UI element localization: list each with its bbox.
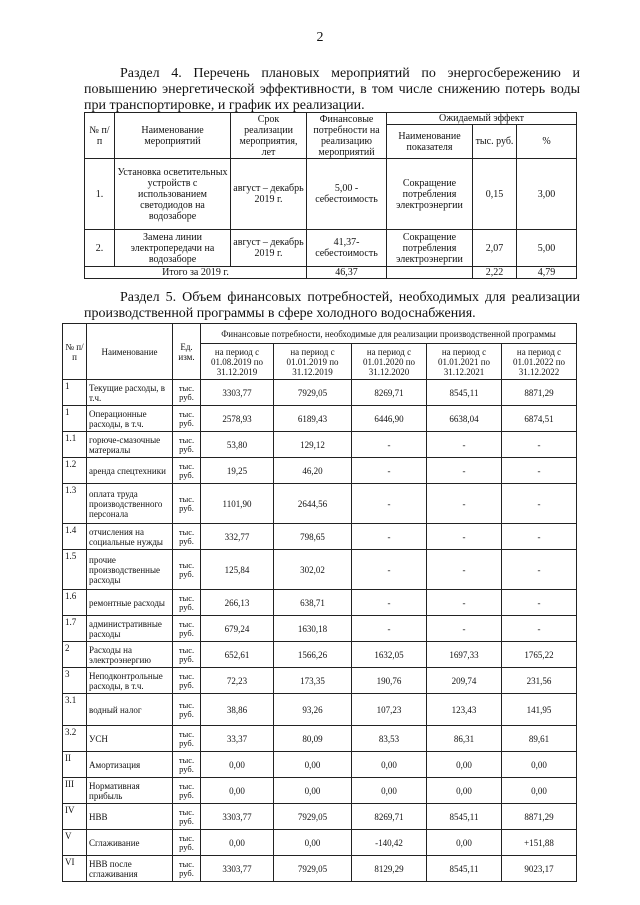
row-value: 0,00 [502, 778, 577, 804]
row-value: 190,76 [352, 668, 427, 694]
energy-measures-table [84, 112, 577, 279]
row-name: Замена линии электропередачи на водозаборе [115, 230, 231, 267]
row-value: - [427, 524, 502, 550]
row-value: -140,42 [352, 830, 427, 856]
row-unit: тыс. руб. [173, 778, 201, 804]
table-row [63, 550, 577, 590]
row-value: 1101,90 [201, 484, 274, 524]
row-value: 80,09 [274, 726, 352, 752]
row-value: - [427, 432, 502, 458]
table-row [63, 406, 577, 432]
row-name: Амортизация [87, 752, 173, 778]
row-value: 19,25 [201, 458, 274, 484]
table-row [63, 726, 577, 752]
row-finance: 41,37- себестоимость [307, 230, 387, 267]
row-value: 0,00 [352, 778, 427, 804]
row-name: аренда спецтехники [87, 458, 173, 484]
row-value: - [352, 484, 427, 524]
row-thous: 2,07 [473, 230, 517, 267]
row-value: - [502, 590, 577, 616]
header-period: на период с 01.01.2022 по 31.12.2022 [502, 344, 577, 380]
row-value: 8269,71 [352, 380, 427, 406]
table-row [63, 380, 577, 406]
row-name: Сглаживание [87, 830, 173, 856]
row-value: 46,20 [274, 458, 352, 484]
row-unit: тыс. руб. [173, 804, 201, 830]
row-name: Операционные расходы, в т.ч. [87, 406, 173, 432]
row-value: 1630,18 [274, 616, 352, 642]
row-unit: тыс. руб. [173, 694, 201, 726]
row-value: 129,12 [274, 432, 352, 458]
row-thous: 0,15 [473, 159, 517, 230]
row-name: Неподконтрольные расходы, в т.ч. [87, 668, 173, 694]
row-value: - [502, 616, 577, 642]
table-header-row [85, 113, 577, 125]
row-value: 8545,11 [427, 380, 502, 406]
row-value: 0,00 [274, 778, 352, 804]
page-number: 2 [316, 30, 324, 45]
row-unit: тыс. руб. [173, 524, 201, 550]
row-name: НВВ после сглаживания [87, 856, 173, 882]
row-name: ремонтные расходы [87, 590, 173, 616]
header-indicator: Наименование показателя [387, 125, 473, 159]
row-name: Установка осветительных устройств с использованием светодиодов на водозаборе [115, 159, 231, 230]
header-num: № п/п [85, 113, 115, 159]
row-value: 0,00 [427, 830, 502, 856]
row-value: 1697,33 [427, 642, 502, 668]
row-value: 798,65 [274, 524, 352, 550]
table-row [63, 856, 577, 882]
row-name: прочие производственные расходы [87, 550, 173, 590]
row-num: 1.5 [63, 550, 87, 590]
row-value: 141,95 [502, 694, 577, 726]
header-finance: Финансовые потребности на реализацию мероприятий [307, 113, 387, 159]
row-value: +151,88 [502, 830, 577, 856]
row-num: 2. [85, 230, 115, 267]
row-value: 8545,11 [427, 804, 502, 830]
row-value: 0,00 [352, 752, 427, 778]
row-unit: тыс. руб. [173, 856, 201, 882]
row-value: 7929,05 [274, 804, 352, 830]
header-period: на период с 01.01.2021 по 31.12.2021 [427, 344, 502, 380]
header-effect: Ожидаемый эффект [387, 113, 577, 125]
row-unit: тыс. руб. [173, 484, 201, 524]
row-value: 332,77 [201, 524, 274, 550]
row-value: 2578,93 [201, 406, 274, 432]
row-value: - [427, 484, 502, 524]
row-percent: 5,00 [517, 230, 577, 267]
row-value: 83,53 [352, 726, 427, 752]
row-value: 3303,77 [201, 804, 274, 830]
financial-needs-table [62, 323, 577, 882]
header-num: № п/п [63, 324, 87, 380]
row-num: IV [63, 804, 87, 830]
row-value: 8871,29 [502, 804, 577, 830]
header-group: Финансовые потребности, необходимые для реализации производственной программы [201, 324, 577, 344]
table-header-row [63, 324, 577, 344]
row-name: Текущие расходы, в т.ч. [87, 380, 173, 406]
row-value: 302,02 [274, 550, 352, 590]
row-unit: тыс. руб. [173, 550, 201, 590]
row-value: - [502, 524, 577, 550]
row-num: 1.7 [63, 616, 87, 642]
row-num: 2 [63, 642, 87, 668]
row-value: - [352, 550, 427, 590]
row-name: Расходы на электроэнергию [87, 642, 173, 668]
row-unit: тыс. руб. [173, 406, 201, 432]
row-value: 123,43 [427, 694, 502, 726]
row-num: 1.4 [63, 524, 87, 550]
row-value: 72,23 [201, 668, 274, 694]
row-indicator: Сокращение потребления электроэнергии [387, 230, 473, 267]
row-value: 6874,51 [502, 406, 577, 432]
row-value: 0,00 [502, 752, 577, 778]
row-value: 7929,05 [274, 380, 352, 406]
row-num: 1.3 [63, 484, 87, 524]
header-percent: % [517, 125, 577, 159]
row-value: 6189,43 [274, 406, 352, 432]
table-row [63, 752, 577, 778]
row-name: оплата труда производственного персонала [87, 484, 173, 524]
row-num: 1.6 [63, 590, 87, 616]
header-term: Срок реализации мероприятия, лет [231, 113, 307, 159]
row-value: 2644,56 [274, 484, 352, 524]
table-row [63, 668, 577, 694]
row-num: 1 [63, 406, 87, 432]
table-row [63, 830, 577, 856]
header-thous: тыс. руб. [473, 125, 517, 159]
row-num: VI [63, 856, 87, 882]
row-value: - [352, 458, 427, 484]
row-value: - [427, 616, 502, 642]
row-value: 8129,29 [352, 856, 427, 882]
row-num: V [63, 830, 87, 856]
row-value: 266,13 [201, 590, 274, 616]
row-num: 1.1 [63, 432, 87, 458]
row-unit: тыс. руб. [173, 668, 201, 694]
row-value: 0,00 [427, 752, 502, 778]
row-num: III [63, 778, 87, 804]
row-value: - [502, 550, 577, 590]
row-unit: тыс. руб. [173, 830, 201, 856]
row-num: 3.2 [63, 726, 87, 752]
row-name: отчисления на социальные нужды [87, 524, 173, 550]
row-unit: тыс. руб. [173, 642, 201, 668]
row-num: 1 [63, 380, 87, 406]
row-value: 0,00 [274, 830, 352, 856]
row-num: 3 [63, 668, 87, 694]
table-row [63, 778, 577, 804]
table-row [63, 616, 577, 642]
table-row [63, 458, 577, 484]
row-term: август – декабрь 2019 г. [231, 159, 307, 230]
row-value: 8545,11 [427, 856, 502, 882]
header-name: Наименование [87, 324, 173, 380]
row-value: 8871,29 [502, 380, 577, 406]
row-value: 89,61 [502, 726, 577, 752]
row-value: 652,61 [201, 642, 274, 668]
row-value: 53,80 [201, 432, 274, 458]
row-value: 9023,17 [502, 856, 577, 882]
row-value: 1765,22 [502, 642, 577, 668]
row-value: - [352, 524, 427, 550]
row-unit: тыс. руб. [173, 752, 201, 778]
header-unit: Ед. изм. [173, 324, 201, 380]
row-name: горюче-смазочные материалы [87, 432, 173, 458]
table-row [63, 642, 577, 668]
row-value: 107,23 [352, 694, 427, 726]
table-row [63, 804, 577, 830]
row-num: 1. [85, 159, 115, 230]
row-value: 0,00 [201, 830, 274, 856]
row-value: 3303,77 [201, 380, 274, 406]
row-finance: 5,00 - себестоимость [307, 159, 387, 230]
row-value: 209,74 [427, 668, 502, 694]
row-unit: тыс. руб. [173, 616, 201, 642]
table-row [63, 524, 577, 550]
table-row [63, 590, 577, 616]
row-name: УСН [87, 726, 173, 752]
row-value: 1632,05 [352, 642, 427, 668]
total-row [85, 267, 577, 279]
row-name: водный налог [87, 694, 173, 726]
row-percent: 3,00 [517, 159, 577, 230]
total-thous: 2,22 [473, 267, 517, 279]
total-finance: 46,37 [307, 267, 387, 279]
row-value: - [427, 590, 502, 616]
row-value: 0,00 [427, 778, 502, 804]
table-row [63, 484, 577, 524]
row-unit: тыс. руб. [173, 432, 201, 458]
total-label: Итого за 2019 г. [85, 267, 307, 279]
row-value: 6446,90 [352, 406, 427, 432]
section-5-title: Раздел 5. Объем финансовых потребностей, необходимых для реализации производственной программы в сфере холодного водоснабжения. [84, 290, 580, 321]
row-unit: тыс. руб. [173, 380, 201, 406]
row-value: 6638,04 [427, 406, 502, 432]
row-unit: тыс. руб. [173, 590, 201, 616]
header-period: на период с 01.08.2019 по 31.12.2019 [201, 344, 274, 380]
row-num: 1.2 [63, 458, 87, 484]
row-value: 8269,71 [352, 804, 427, 830]
row-unit: тыс. руб. [173, 458, 201, 484]
row-value: 3303,77 [201, 856, 274, 882]
row-unit: тыс. руб. [173, 726, 201, 752]
header-period: на период с 01.01.2019 по 31.12.2019 [274, 344, 352, 380]
row-name: административные расходы [87, 616, 173, 642]
table-row [85, 230, 577, 267]
row-value: - [502, 484, 577, 524]
row-value: 173,35 [274, 668, 352, 694]
row-num: II [63, 752, 87, 778]
row-value: 0,00 [274, 752, 352, 778]
row-value: 231,56 [502, 668, 577, 694]
row-value: 93,26 [274, 694, 352, 726]
header-period: на период с 01.01.2020 по 31.12.2020 [352, 344, 427, 380]
table-row [63, 432, 577, 458]
table-row [63, 694, 577, 726]
row-name: Нормативная прибыль [87, 778, 173, 804]
row-value: 86,31 [427, 726, 502, 752]
row-value: 679,24 [201, 616, 274, 642]
row-indicator: Сокращение потребления электроэнергии [387, 159, 473, 230]
row-value: 125,84 [201, 550, 274, 590]
row-value: 38,86 [201, 694, 274, 726]
row-value: - [427, 550, 502, 590]
row-value: 1566,26 [274, 642, 352, 668]
header-name: Наименование мероприятий [115, 113, 231, 159]
row-term: август – декабрь 2019 г. [231, 230, 307, 267]
row-value: 0,00 [201, 778, 274, 804]
row-value: - [352, 432, 427, 458]
section-4-title: Раздел 4. Перечень плановых мероприятий по энергосбережению и повышению энергетической эффективности, в том числе снижению потерь воды при транспортировке, и график их реализации. [84, 66, 580, 113]
total-indicator [387, 267, 473, 279]
row-name: НВВ [87, 804, 173, 830]
row-value: 33,37 [201, 726, 274, 752]
row-value: - [352, 590, 427, 616]
total-percent: 4,79 [517, 267, 577, 279]
table-row [85, 159, 577, 230]
row-value: 638,71 [274, 590, 352, 616]
row-value: - [502, 458, 577, 484]
row-value: - [352, 616, 427, 642]
row-value: - [502, 432, 577, 458]
row-value: 0,00 [201, 752, 274, 778]
row-num: 3.1 [63, 694, 87, 726]
row-value: 7929,05 [274, 856, 352, 882]
row-value: - [427, 458, 502, 484]
